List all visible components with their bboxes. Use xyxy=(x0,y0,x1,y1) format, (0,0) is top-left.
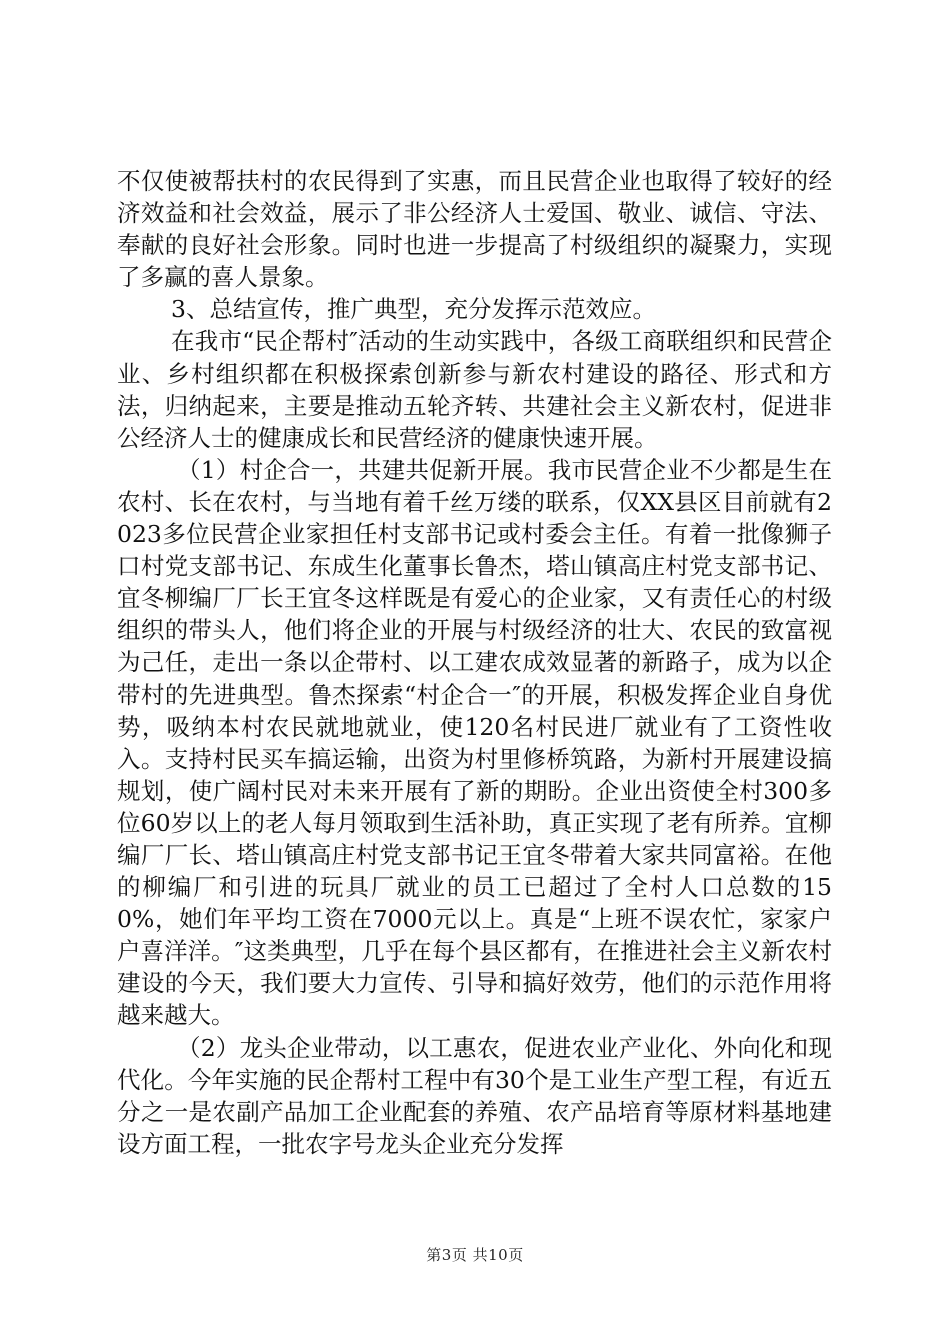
paragraph-item-1: （1）村企合一，共建共促新开展。我市民营企业不少都是生在农村、长在农村，与当地有着千丝万缕的联系，仅XX县区目前就有2023多位民营企业家担任村支部书记或村委会主任。有着一批像狮子口村党支部书记、东成生化董事长鲁杰，塔山镇高庄村党支部书记、宜冬柳编厂厂长王宜冬这样既是有爱心的企业家，又有责任心的村级组织的带头人，他们将企业的开展与村级经济的壮大、农民的致富视为己任，走出一条以企带村、以工建农成效显著的新路子，成为以企带村的先进典型。鲁杰探索“村企合一″的开展，积极发挥企业自身优势，吸纳本村农民就地就业，使120名村民进厂就业有了工资性收入。支持村民买车搞运输，出资为村里修桥筑路，为新村开展建设搞规划，使广阔村民对未来开展有了新的期盼。企业出资使全村300多位60岁以上的老人每月领取到生活补助，真正实现了老有所养。宜柳编厂厂长、塔山镇高庄村党支部书记王宜冬带着大家共同富裕。在他的柳编厂和引进的玩具厂就业的员工已超过了全村人口总数的150%，她们年平均工资在7000元以上。真是“上班不误农忙，家家户户喜洋洋。″这类典型，几乎在每个县区都有，在推进社会主义新农村建设的今天，我们要大力宣传、引导和搞好效劳，他们的示范作用将越来越大。 xyxy=(117,455,832,1030)
document-body xyxy=(117,165,832,1160)
paragraph-item-2: （2）龙头企业带动，以工惠农，促进农业产业化、外向化和现代化。今年实施的民企帮村工程中有30个是工业生产型工程，有近五分之一是农副产品加工企业配套的养殖、农产品培育等原材料基地建设方面工程，一批农字号龙头企业充分发挥 xyxy=(117,1033,832,1158)
paragraph-summary: 在我市“民企帮村″活动的生动实践中，各级工商联组织和民营企业、乡村组织都在积极探索创新参与新农村建设的路径、形式和方法，归纳起来，主要是推动五轮齐转、共建社会主义新农村，促进非公经济人士的健康成长和民营经济的健康快速开展。 xyxy=(117,327,832,452)
paragraph-continuation: 不仅使被帮扶村的农民得到了实惠，而且民营企业也取得了较好的经济效益和社会效益，展示了非公经济人士爱国、敬业、诚信、守法、奉献的良好社会形象。同时也进一步提高了村级组织的凝聚力，实现了多赢的喜人景象。 xyxy=(117,167,832,292)
page-number-footer: 第3页 共10页 xyxy=(426,1246,524,1264)
section-heading: 3、总结宣传，推广典型，充分发挥示范效应。 xyxy=(171,295,656,324)
